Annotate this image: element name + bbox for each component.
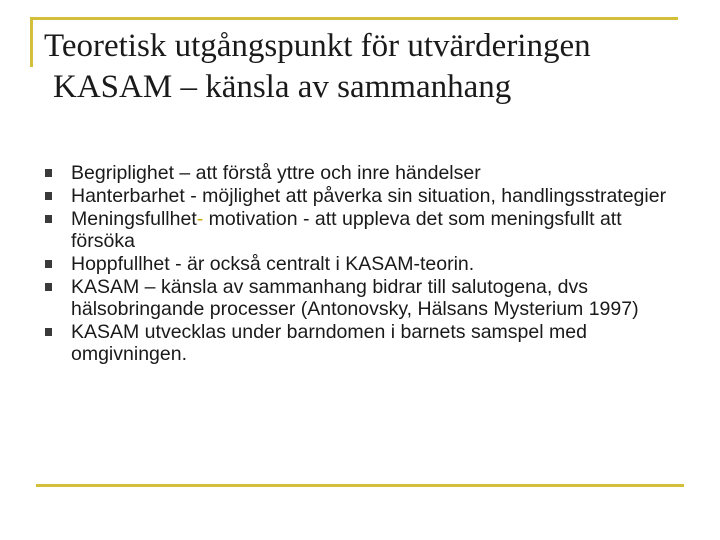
list-item (44, 253, 674, 275)
list-item (44, 321, 674, 365)
square-bullet-icon (45, 169, 52, 177)
title-line-1: Teoretisk utgångspunkt för utvärderingen (44, 28, 591, 64)
left-rule (30, 17, 33, 67)
accent-dash: - (196, 208, 204, 230)
square-bullet-icon (45, 283, 52, 291)
list-item (44, 276, 674, 320)
bullet-text: KASAM – känsla av sammanhang bidrar till salutogena, dvs hälsobringande processer (Antonovsky, Hälsans Mysterium 1997) (71, 276, 639, 320)
bottom-rule (36, 484, 684, 487)
square-bullet-icon (45, 328, 52, 336)
slide-title (44, 26, 694, 108)
title-line-2: KASAM – känsla av sammanhang (53, 69, 512, 105)
bullet-text: Hanterbarhet - möjlighet att påverka sin situation, handlingsstrategier (71, 185, 667, 207)
list-item (44, 162, 674, 184)
bullet-text: Meningsfullhet (71, 208, 197, 230)
square-bullet-icon (45, 215, 52, 223)
bullet-list (44, 162, 674, 366)
bullet-text-continued: motivation - att uppleva det som meningsfullt att försöka (71, 208, 622, 252)
square-bullet-icon (45, 260, 52, 268)
bullet-text: Hoppfullhet - är också centralt i KASAM-teorin. (71, 253, 475, 275)
list-item (44, 208, 674, 252)
bullet-text: KASAM utvecklas under barndomen i barnets samspel med omgivningen. (71, 321, 587, 365)
top-rule (30, 17, 678, 20)
square-bullet-icon (45, 192, 52, 200)
list-item (44, 185, 674, 207)
bullet-text: Begriplighet – att förstå yttre och inre händelser (71, 162, 481, 184)
